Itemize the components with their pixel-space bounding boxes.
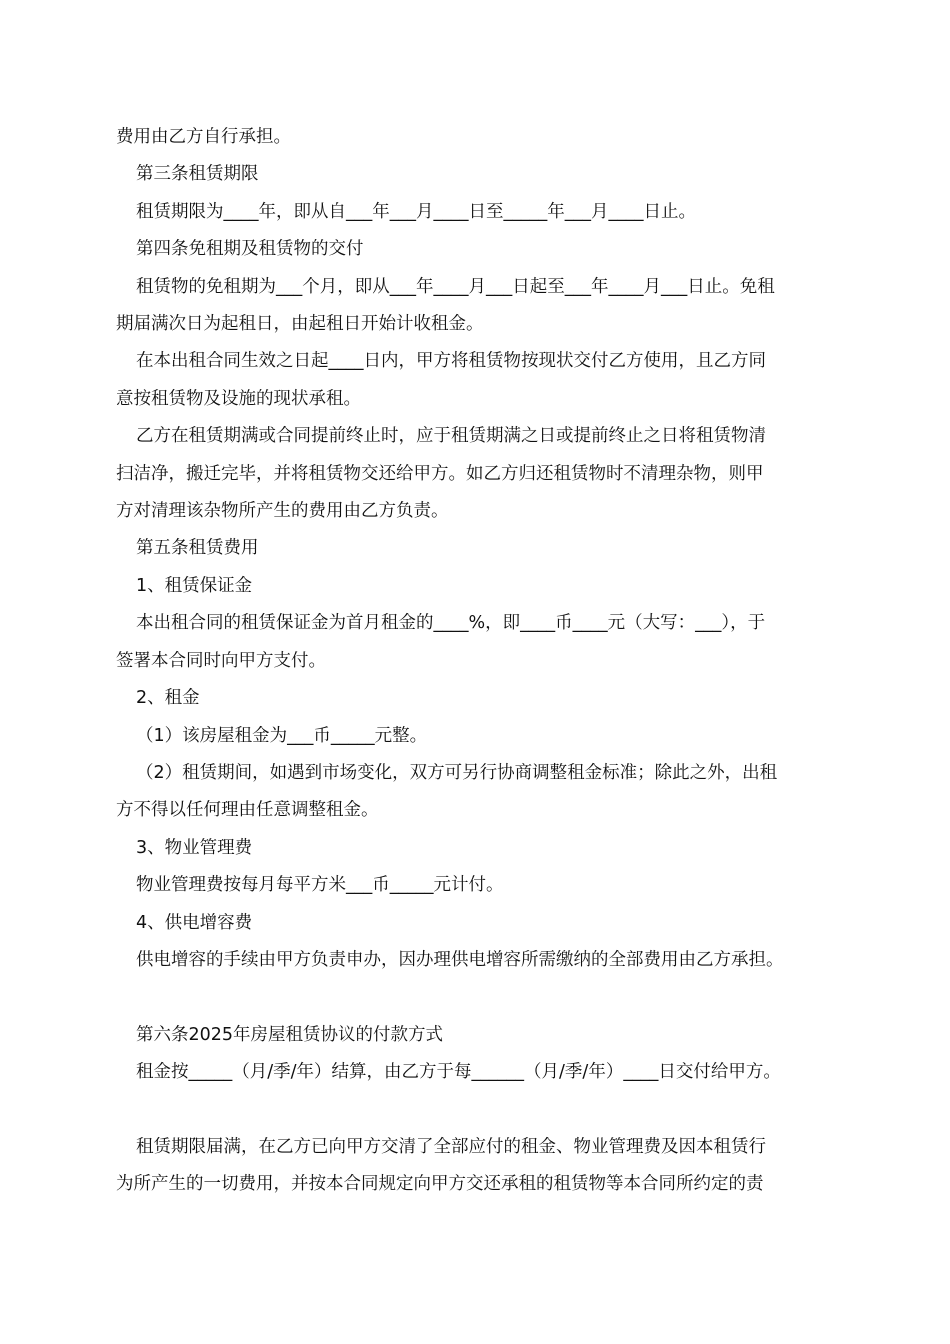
article-3-heading: 第三条租赁期限 bbox=[136, 164, 259, 185]
section-heading: 1、租赁保证金 bbox=[136, 575, 253, 596]
text-line: 签署本合同时向甲方支付。 bbox=[116, 650, 326, 671]
text-line: 方不得以任何理由任意调整租金。 bbox=[116, 800, 379, 821]
text-line: 扫洁净，搬迁完毕，并将租赁物交还给甲方。如乙方归还租赁物时不清理杂物，则甲 bbox=[116, 463, 764, 484]
text-line: 本出租合同的租赁保证金为首月租金的____%，即____币____元（大写：___），于 bbox=[136, 613, 766, 634]
article-5-heading: 第五条租赁费用 bbox=[136, 538, 259, 559]
text-line: 费用由乙方自行承担。 bbox=[116, 127, 291, 147]
section-heading: 2、租金 bbox=[136, 688, 200, 709]
text-line: 为所产生的一切费用，并按本合同规定向甲方交还承租的租赁物等本合同所约定的责 bbox=[116, 1174, 764, 1195]
article-4-heading: 第四条免租期及租赁物的交付 bbox=[136, 239, 364, 260]
text-line: 意按租赁物及设施的现状承租。 bbox=[116, 388, 361, 409]
article-6-heading: 第六条2025年房屋租赁协议的付款方式 bbox=[136, 1024, 444, 1045]
text-line: 租金按_____（月/季/年）结算，由乙方于每______（月/季/年）____日交付给甲方。 bbox=[136, 1062, 781, 1083]
text-line: 方对清理该杂物所产生的费用由乙方负责。 bbox=[116, 501, 449, 522]
text-line: 物业管理费按每月每平方米___币_____元计付。 bbox=[136, 875, 504, 896]
text-line: 供电增容的手续由甲方负责申办，因办理供电增容所需缴纳的全部费用由乙方承担。 bbox=[136, 949, 784, 970]
document-body bbox=[116, 119, 838, 1204]
text-line: 租赁期限为____年，即从自___年___月____日至_____年___月____日止。 bbox=[136, 201, 696, 222]
blank-line bbox=[116, 979, 838, 1016]
text-line: 在本出租合同生效之日起____日内，甲方将租赁物按现状交付乙方使用，且乙方同 bbox=[136, 351, 766, 372]
text-line: 租赁期限届满，在乙方已向甲方交清了全部应付的租金、物业管理费及因本租赁行 bbox=[136, 1136, 766, 1157]
section-heading: 3、物业管理费 bbox=[136, 837, 253, 858]
text-line: （1）该房屋租金为___币_____元整。 bbox=[136, 725, 428, 746]
text-line: 期届满次日为起租日，由起租日开始计收租金。 bbox=[116, 314, 484, 335]
text-line: 乙方在租赁期满或合同提前终止时，应于租赁期满之日或提前终止之日将租赁物清 bbox=[136, 426, 766, 447]
section-heading: 4、供电增容费 bbox=[136, 912, 253, 933]
text-line: 租赁物的免租期为___个月，即从___年____月___日起至___年____月___日止。免租 bbox=[136, 276, 775, 297]
blank-line bbox=[116, 1092, 838, 1129]
text-line: （2）租赁期间，如遇到市场变化，双方可另行协商调整租金标准；除此之外，出租 bbox=[136, 762, 778, 783]
